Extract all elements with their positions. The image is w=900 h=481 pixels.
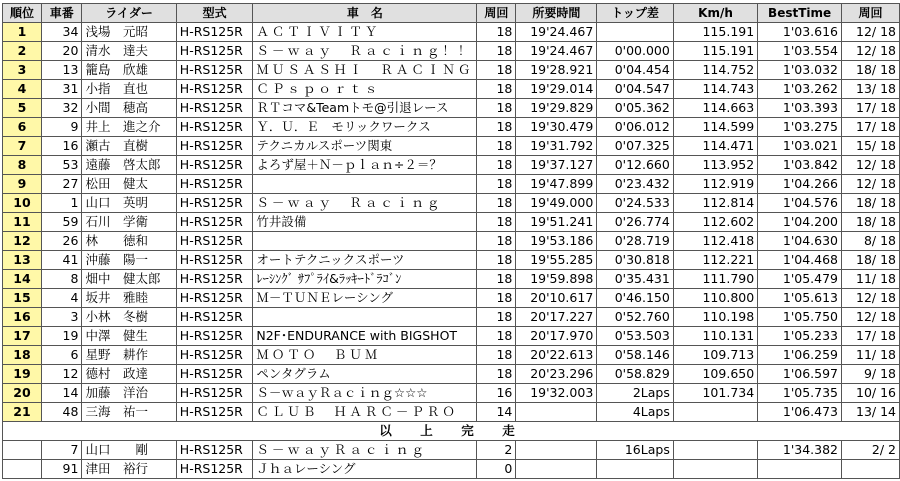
cell-rider-name: 松田 健太: [82, 175, 176, 194]
cell-best-lap: 2/ 2: [842, 441, 900, 460]
cell-best-time: 1'03.275: [758, 118, 842, 137]
cell-position: 21: [3, 403, 42, 422]
cell-speed: 114.743: [673, 80, 757, 99]
cell-rider-name: 加藤 洋治: [82, 384, 176, 403]
cell-team-name: ﾚｰｼﾝｸﾞ ｻﾌﾟﾗｲ&ﾗｯｷｰﾄﾞﾗｺﾞﾝ: [253, 270, 477, 289]
cell-laps: 0: [477, 460, 516, 479]
cell-gap: 0'58.146: [597, 346, 674, 365]
cell-car-number: 8: [41, 270, 81, 289]
result-row: [3, 365, 900, 384]
cell-car-number: 14: [41, 384, 81, 403]
cell-gap: 0'23.432: [597, 175, 674, 194]
cell-model: H-RS125R: [176, 289, 253, 308]
cell-rider-name: 林 徳和: [82, 232, 176, 251]
cell-total-time: 19'47.899: [516, 175, 597, 194]
cell-team-name: ペンタグラム: [253, 365, 477, 384]
cell-best-lap: 11/ 18: [842, 346, 900, 365]
result-row: [3, 270, 900, 289]
cell-best-time: 1'03.842: [758, 156, 842, 175]
result-row: [3, 251, 900, 270]
cell-laps: 18: [477, 23, 516, 42]
cell-total-time: [516, 441, 597, 460]
cell-laps: 14: [477, 403, 516, 422]
cell-team-name: よろず屋＋Ｎ－ｐｌａｎ÷２＝？: [253, 156, 477, 175]
cell-total-time: 19'59.898: [516, 270, 597, 289]
cell-team-name: [253, 308, 477, 327]
cell-total-time: 19'30.479: [516, 118, 597, 137]
cell-laps: 18: [477, 194, 516, 213]
cell-gap: 0'04.547: [597, 80, 674, 99]
cell-speed: 114.471: [673, 137, 757, 156]
cell-best-lap: 15/ 18: [842, 137, 900, 156]
cell-rider-name: 籠島 欣雄: [82, 61, 176, 80]
cell-gap: 0'26.774: [597, 213, 674, 232]
cell-model: H-RS125R: [176, 23, 253, 42]
col-header-model: 型式: [176, 4, 253, 23]
cell-car-number: 32: [41, 99, 81, 118]
cell-rider-name: 德村 政達: [82, 365, 176, 384]
cell-team-name: テクニカルスポーツ関東: [253, 137, 477, 156]
nonfinisher-row: [3, 460, 900, 479]
cell-best-lap: 17/ 18: [842, 99, 900, 118]
result-row: [3, 232, 900, 251]
cell-position: 9: [3, 175, 42, 194]
cell-total-time: 19'31.792: [516, 137, 597, 156]
cell-best-lap: 12/ 18: [842, 23, 900, 42]
cell-best-time: [758, 460, 842, 479]
cell-speed: 111.790: [673, 270, 757, 289]
cell-best-time: 1'03.393: [758, 99, 842, 118]
cell-laps: 18: [477, 175, 516, 194]
cell-total-time: [516, 460, 597, 479]
cell-gap: 2Laps: [597, 384, 674, 403]
nonfinisher-row: [3, 441, 900, 460]
result-row: [3, 346, 900, 365]
cell-rider-name: 三海 祐一: [82, 403, 176, 422]
cell-laps: 2: [477, 441, 516, 460]
cell-best-lap: 11/ 18: [842, 270, 900, 289]
cell-best-time: 1'05.233: [758, 327, 842, 346]
cell-laps: 18: [477, 270, 516, 289]
cell-position: 11: [3, 213, 42, 232]
cell-model: H-RS125R: [176, 403, 253, 422]
cell-model: H-RS125R: [176, 118, 253, 137]
result-row: [3, 137, 900, 156]
cell-gap: [597, 460, 674, 479]
cell-total-time: 19'53.186: [516, 232, 597, 251]
cell-best-time: 1'05.750: [758, 308, 842, 327]
cell-total-time: 20'17.227: [516, 308, 597, 327]
cell-best-lap: 12/ 18: [842, 175, 900, 194]
cell-speed: 110.198: [673, 308, 757, 327]
cell-best-lap: 13/ 14: [842, 403, 900, 422]
cell-team-name: Ｓ－ｗａｙ Ｒａｃｉｎｇ！！: [253, 42, 477, 61]
cell-rider-name: 山口 剛: [82, 441, 176, 460]
cell-rider-name: 井上 進之介: [82, 118, 176, 137]
cell-team-name: Ｓ－ｗａｙＲａｃｉｎｇ☆☆☆: [253, 384, 477, 403]
cell-car-number: 12: [41, 365, 81, 384]
cell-best-lap: 17/ 18: [842, 118, 900, 137]
cell-position: [3, 441, 42, 460]
cell-gap: 0'06.012: [597, 118, 674, 137]
cell-best-time: 1'04.266: [758, 175, 842, 194]
cell-position: 1: [3, 23, 42, 42]
cell-model: H-RS125R: [176, 80, 253, 99]
cell-gap: 0'46.150: [597, 289, 674, 308]
cell-best-lap: 12/ 18: [842, 308, 900, 327]
cell-gap: 0'52.760: [597, 308, 674, 327]
cell-team-name: オートテクニックスポーツ: [253, 251, 477, 270]
cell-car-number: 53: [41, 156, 81, 175]
cell-gap: 0'05.362: [597, 99, 674, 118]
cell-best-time: 1'34.382: [758, 441, 842, 460]
cell-rider-name: 小間 穂高: [82, 99, 176, 118]
cell-gap: 0'35.431: [597, 270, 674, 289]
cell-model: H-RS125R: [176, 194, 253, 213]
cell-team-name: [253, 175, 477, 194]
cell-position: 18: [3, 346, 42, 365]
cell-car-number: 7: [41, 441, 81, 460]
cell-speed: 114.752: [673, 61, 757, 80]
cell-total-time: 19'24.467: [516, 42, 597, 61]
cell-car-number: 9: [41, 118, 81, 137]
cell-team-name: ＡＣＴＩＶＩＴＹ: [253, 23, 477, 42]
cell-laps: 18: [477, 308, 516, 327]
cell-car-number: 6: [41, 346, 81, 365]
cell-total-time: 19'32.003: [516, 384, 597, 403]
cell-total-time: 19'55.285: [516, 251, 597, 270]
cell-position: 2: [3, 42, 42, 61]
cell-best-time: 1'05.735: [758, 384, 842, 403]
cell-speed: [673, 441, 757, 460]
cell-rider-name: 坂井 雅睦: [82, 289, 176, 308]
cell-position: [3, 460, 42, 479]
cell-speed: 115.191: [673, 42, 757, 61]
cell-best-time: 1'03.262: [758, 80, 842, 99]
cell-total-time: 19'28.921: [516, 61, 597, 80]
result-row: [3, 23, 900, 42]
cell-laps: 18: [477, 61, 516, 80]
cell-car-number: 20: [41, 42, 81, 61]
cell-speed: 115.191: [673, 23, 757, 42]
cell-gap: 0'12.660: [597, 156, 674, 175]
cell-rider-name: 山口 英明: [82, 194, 176, 213]
cell-model: H-RS125R: [176, 175, 253, 194]
cell-total-time: 19'51.241: [516, 213, 597, 232]
cell-best-lap: 18/ 18: [842, 194, 900, 213]
cell-gap: 0'30.818: [597, 251, 674, 270]
result-row: [3, 156, 900, 175]
cell-best-lap: 13/ 18: [842, 80, 900, 99]
cell-rider-name: 石川 学衛: [82, 213, 176, 232]
cell-best-time: 1'03.032: [758, 61, 842, 80]
cell-position: 5: [3, 99, 42, 118]
cell-model: H-RS125R: [176, 384, 253, 403]
cell-speed: [673, 403, 757, 422]
cell-laps: 18: [477, 213, 516, 232]
cell-best-time: 1'06.597: [758, 365, 842, 384]
cell-best-time: 1'04.630: [758, 232, 842, 251]
cell-car-number: 91: [41, 460, 81, 479]
cell-position: 17: [3, 327, 42, 346]
result-row: [3, 384, 900, 403]
cell-position: 19: [3, 365, 42, 384]
cell-position: 15: [3, 289, 42, 308]
cell-laps: 18: [477, 346, 516, 365]
cell-laps: 18: [477, 137, 516, 156]
cell-speed: 112.919: [673, 175, 757, 194]
cell-rider-name: 遠藤 啓太郎: [82, 156, 176, 175]
cell-team-name: N2F･ENDURANCE with BIGSHOT: [253, 327, 477, 346]
cell-position: 10: [3, 194, 42, 213]
cell-gap: 0'00.000: [597, 42, 674, 61]
result-row: [3, 118, 900, 137]
result-row: [3, 99, 900, 118]
cell-position: 8: [3, 156, 42, 175]
col-header-number: 車番: [41, 4, 81, 23]
cell-position: 14: [3, 270, 42, 289]
result-row: [3, 194, 900, 213]
cell-gap: 0'28.719: [597, 232, 674, 251]
cell-laps: 18: [477, 251, 516, 270]
cell-car-number: 26: [41, 232, 81, 251]
cell-total-time: 19'29.014: [516, 80, 597, 99]
cell-best-time: 1'03.616: [758, 23, 842, 42]
cell-gap: 0'04.454: [597, 61, 674, 80]
cell-best-lap: 12/ 18: [842, 42, 900, 61]
cell-model: H-RS125R: [176, 346, 253, 365]
cell-best-lap: 17/ 18: [842, 327, 900, 346]
cell-best-lap: 9/ 18: [842, 365, 900, 384]
cell-team-name: Ｍ－ＴＵＮＥレーシング: [253, 289, 477, 308]
cell-best-time: 1'05.613: [758, 289, 842, 308]
cell-total-time: 19'24.467: [516, 23, 597, 42]
cell-car-number: 1: [41, 194, 81, 213]
cell-best-lap: 18/ 18: [842, 251, 900, 270]
cell-total-time: [516, 403, 597, 422]
col-header-gap: トップ差: [597, 4, 674, 23]
cell-laps: 18: [477, 232, 516, 251]
cell-laps: 18: [477, 42, 516, 61]
cell-position: 13: [3, 251, 42, 270]
cell-gap: 0'07.325: [597, 137, 674, 156]
cell-rider-name: 浅場 元昭: [82, 23, 176, 42]
cell-gap: 0'53.503: [597, 327, 674, 346]
cell-best-time: 1'03.554: [758, 42, 842, 61]
cell-laps: 18: [477, 80, 516, 99]
cell-gap: [597, 23, 674, 42]
cell-model: H-RS125R: [176, 99, 253, 118]
cell-total-time: 20'10.617: [516, 289, 597, 308]
finish-separator-row: [3, 422, 900, 441]
col-header-rider: ライダー: [82, 4, 176, 23]
cell-speed: 109.713: [673, 346, 757, 365]
result-row: [3, 80, 900, 99]
cell-best-lap: 12/ 18: [842, 156, 900, 175]
cell-team-name: ＣＰｓｐｏｒｔｓ: [253, 80, 477, 99]
cell-team-name: ＲＴコマ&Teamトモ@引退レース: [253, 99, 477, 118]
cell-model: H-RS125R: [176, 251, 253, 270]
cell-speed: 101.734: [673, 384, 757, 403]
cell-speed: 112.602: [673, 213, 757, 232]
col-header-position: 順位: [3, 4, 42, 23]
cell-team-name: Ｓ－ｗａｙＲａｃｉｎｇ: [253, 441, 477, 460]
cell-speed: 109.650: [673, 365, 757, 384]
cell-rider-name: 津田 裕行: [82, 460, 176, 479]
cell-best-lap: 18/ 18: [842, 213, 900, 232]
cell-car-number: 13: [41, 61, 81, 80]
cell-rider-name: 中澤 健生: [82, 327, 176, 346]
cell-gap: 0'24.533: [597, 194, 674, 213]
cell-best-time: 1'06.259: [758, 346, 842, 365]
cell-best-time: 1'04.200: [758, 213, 842, 232]
cell-laps: 18: [477, 99, 516, 118]
cell-position: 4: [3, 80, 42, 99]
cell-gap: 0'58.829: [597, 365, 674, 384]
cell-laps: 18: [477, 327, 516, 346]
cell-best-lap: 8/ 18: [842, 232, 900, 251]
cell-total-time: 20'22.613: [516, 346, 597, 365]
cell-best-lap: 10/ 16: [842, 384, 900, 403]
col-header-laps: 周回: [477, 4, 516, 23]
cell-speed: 113.952: [673, 156, 757, 175]
cell-team-name: [253, 232, 477, 251]
cell-total-time: 19'37.127: [516, 156, 597, 175]
col-header-total-time: 所要時間: [516, 4, 597, 23]
cell-model: H-RS125R: [176, 213, 253, 232]
result-row: [3, 61, 900, 80]
cell-team-name: ＣＬＵＢ ＨＡＲＣ－ＰＲＯ: [253, 403, 477, 422]
cell-total-time: 19'49.000: [516, 194, 597, 213]
cell-model: H-RS125R: [176, 365, 253, 384]
cell-car-number: 16: [41, 137, 81, 156]
cell-best-lap: [842, 460, 900, 479]
cell-car-number: 48: [41, 403, 81, 422]
header-row: [3, 4, 900, 23]
cell-best-lap: 18/ 18: [842, 61, 900, 80]
cell-model: H-RS125R: [176, 270, 253, 289]
cell-rider-name: 畑中 健太郎: [82, 270, 176, 289]
col-header-best-time: BestTime: [758, 4, 842, 23]
col-header-best-lap: 周回: [842, 4, 900, 23]
cell-model: H-RS125R: [176, 156, 253, 175]
cell-total-time: 20'17.970: [516, 327, 597, 346]
cell-car-number: 27: [41, 175, 81, 194]
cell-model: H-RS125R: [176, 327, 253, 346]
result-row: [3, 308, 900, 327]
cell-rider-name: 清水 達夫: [82, 42, 176, 61]
results-body: [3, 23, 900, 479]
cell-model: H-RS125R: [176, 308, 253, 327]
cell-speed: 110.131: [673, 327, 757, 346]
cell-rider-name: 小指 直也: [82, 80, 176, 99]
results-table: [2, 3, 900, 479]
cell-speed: [673, 460, 757, 479]
result-row: [3, 42, 900, 61]
cell-laps: 18: [477, 365, 516, 384]
cell-position: 20: [3, 384, 42, 403]
cell-model: H-RS125R: [176, 42, 253, 61]
cell-car-number: 34: [41, 23, 81, 42]
cell-car-number: 4: [41, 289, 81, 308]
cell-car-number: 3: [41, 308, 81, 327]
cell-team-name: ＭＯＴＯ ＢＵＭ: [253, 346, 477, 365]
cell-best-time: 1'04.468: [758, 251, 842, 270]
cell-best-time: 1'06.473: [758, 403, 842, 422]
result-row: [3, 327, 900, 346]
cell-car-number: 41: [41, 251, 81, 270]
cell-position: 3: [3, 61, 42, 80]
cell-speed: 114.599: [673, 118, 757, 137]
cell-laps: 18: [477, 289, 516, 308]
cell-model: H-RS125R: [176, 441, 253, 460]
cell-best-time: 1'03.021: [758, 137, 842, 156]
cell-model: H-RS125R: [176, 137, 253, 156]
cell-model: H-RS125R: [176, 232, 253, 251]
cell-position: 16: [3, 308, 42, 327]
cell-best-time: 1'05.479: [758, 270, 842, 289]
cell-speed: 112.221: [673, 251, 757, 270]
cell-team-name: Ｊｈａレーシング: [253, 460, 477, 479]
cell-team-name: 竹井設備: [253, 213, 477, 232]
cell-rider-name: 小林 冬樹: [82, 308, 176, 327]
cell-team-name: Ｙ．Ｕ．Ｅ モリックワークス: [253, 118, 477, 137]
cell-position: 12: [3, 232, 42, 251]
cell-team-name: Ｓ－ｗａｙ Ｒａｃｉｎｇ: [253, 194, 477, 213]
cell-gap: 4Laps: [597, 403, 674, 422]
cell-car-number: 59: [41, 213, 81, 232]
cell-rider-name: 星野 耕作: [82, 346, 176, 365]
result-row: [3, 403, 900, 422]
col-header-speed: Km/h: [673, 4, 757, 23]
cell-rider-name: 沖藤 陽一: [82, 251, 176, 270]
cell-best-lap: 12/ 18: [842, 289, 900, 308]
cell-gap: 16Laps: [597, 441, 674, 460]
cell-speed: 110.800: [673, 289, 757, 308]
cell-team-name: ＭＵＳＡＳＨＩ ＲＡＣＩＮＧ: [253, 61, 477, 80]
result-row: [3, 289, 900, 308]
cell-best-time: 1'04.576: [758, 194, 842, 213]
cell-laps: 18: [477, 156, 516, 175]
result-row: [3, 175, 900, 194]
cell-laps: 18: [477, 118, 516, 137]
col-header-team: 車 名: [253, 4, 477, 23]
cell-position: 7: [3, 137, 42, 156]
result-row: [3, 213, 900, 232]
cell-speed: 112.418: [673, 232, 757, 251]
cell-model: H-RS125R: [176, 460, 253, 479]
cell-total-time: 19'29.829: [516, 99, 597, 118]
cell-speed: 112.814: [673, 194, 757, 213]
cell-car-number: 19: [41, 327, 81, 346]
cell-laps: 16: [477, 384, 516, 403]
finish-separator: 以 上 完 走: [3, 422, 900, 441]
cell-rider-name: 瀬古 直樹: [82, 137, 176, 156]
cell-total-time: 20'23.296: [516, 365, 597, 384]
cell-position: 6: [3, 118, 42, 137]
cell-car-number: 31: [41, 80, 81, 99]
cell-speed: 114.663: [673, 99, 757, 118]
cell-model: H-RS125R: [176, 61, 253, 80]
